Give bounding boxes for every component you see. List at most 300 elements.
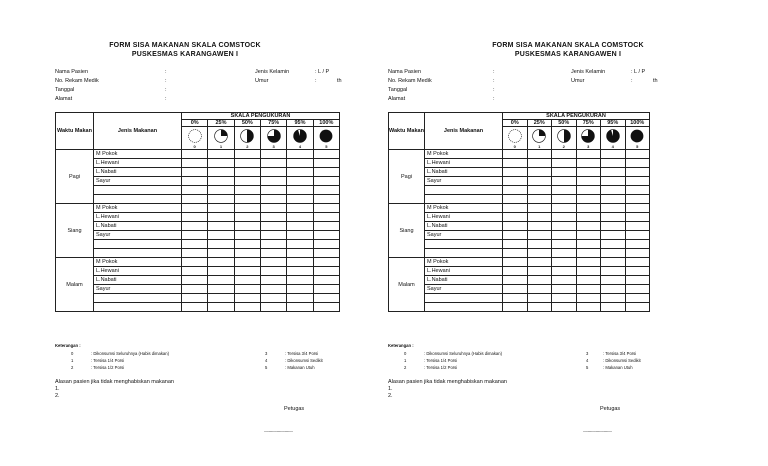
score-cell[interactable]	[287, 213, 313, 222]
tahun-unit: th	[337, 78, 342, 84]
score-cell[interactable]	[208, 267, 234, 276]
food-type-label: Sayur	[425, 285, 503, 294]
score-cell[interactable]	[601, 267, 626, 276]
score-cell[interactable]	[601, 159, 626, 168]
colon: :	[631, 78, 633, 84]
score-cell[interactable]	[527, 303, 552, 312]
scale-score: 2	[246, 143, 249, 149]
keterangan-text: : Tersisa 1/4 Porsi	[91, 358, 125, 363]
score-cell[interactable]	[527, 186, 552, 195]
score-cell[interactable]	[625, 267, 650, 276]
keterangan-number: 0	[404, 351, 407, 356]
score-cell[interactable]	[182, 285, 208, 294]
score-cell[interactable]	[234, 276, 260, 285]
score-cell[interactable]	[576, 267, 601, 276]
score-cell[interactable]	[260, 294, 286, 303]
meal-time-malam: Malam	[389, 258, 425, 312]
score-cell[interactable]	[313, 231, 339, 240]
score-cell[interactable]	[260, 204, 286, 213]
score-cell[interactable]	[260, 303, 286, 312]
score-cell[interactable]	[287, 249, 313, 258]
keterangan-legend	[388, 342, 688, 382]
rekam-medik-label: No. Rekam Medik	[388, 78, 432, 84]
score-cell[interactable]	[313, 303, 339, 312]
score-cell[interactable]	[625, 159, 650, 168]
score-cell[interactable]	[208, 186, 234, 195]
scale-score: 3	[587, 143, 590, 149]
score-cell[interactable]	[576, 303, 601, 312]
score-cell[interactable]	[208, 285, 234, 294]
score-cell[interactable]	[313, 222, 339, 231]
score-cell[interactable]	[287, 303, 313, 312]
percent-header: 75%	[576, 120, 601, 127]
keterangan-text: : Dikonsumsi Seluruhnya (Habis dimakan)	[424, 351, 502, 356]
score-cell[interactable]	[234, 213, 260, 222]
score-cell[interactable]	[552, 195, 577, 204]
score-cell[interactable]	[552, 186, 577, 195]
score-cell[interactable]	[503, 267, 528, 276]
score-cell[interactable]	[182, 240, 208, 249]
score-cell[interactable]	[503, 285, 528, 294]
keterangan-number: 3	[586, 351, 589, 356]
score-cell[interactable]	[601, 240, 626, 249]
score-cell[interactable]	[601, 204, 626, 213]
score-cell[interactable]	[552, 249, 577, 258]
blank-food-cell[interactable]	[94, 240, 182, 249]
score-cell[interactable]	[287, 258, 313, 267]
score-cell[interactable]	[625, 186, 650, 195]
score-cell[interactable]	[182, 213, 208, 222]
score-cell[interactable]	[527, 285, 552, 294]
score-cell[interactable]	[313, 249, 339, 258]
score-cell[interactable]	[208, 240, 234, 249]
pie-4-icon	[605, 128, 621, 144]
pie-5-icon	[318, 128, 334, 144]
score-cell[interactable]	[287, 294, 313, 303]
score-cell[interactable]	[182, 222, 208, 231]
score-cell[interactable]	[260, 285, 286, 294]
score-cell[interactable]	[208, 177, 234, 186]
table-row	[389, 222, 650, 231]
score-cell[interactable]	[182, 195, 208, 204]
score-cell[interactable]	[287, 222, 313, 231]
score-cell[interactable]	[287, 267, 313, 276]
score-cell[interactable]	[260, 159, 286, 168]
colon: :	[165, 87, 167, 93]
score-cell[interactable]	[234, 150, 260, 159]
score-cell[interactable]	[313, 285, 339, 294]
score-cell[interactable]	[625, 177, 650, 186]
score-cell[interactable]	[503, 231, 528, 240]
score-cell[interactable]	[552, 168, 577, 177]
score-cell[interactable]	[601, 186, 626, 195]
table-row	[56, 267, 340, 276]
score-cell[interactable]	[234, 303, 260, 312]
score-cell[interactable]	[625, 168, 650, 177]
table-row	[56, 276, 340, 285]
umur-label: Umur	[255, 78, 269, 84]
score-cell[interactable]	[601, 195, 626, 204]
score-cell[interactable]	[527, 159, 552, 168]
score-cell[interactable]	[208, 303, 234, 312]
score-cell[interactable]	[527, 150, 552, 159]
table-row	[56, 195, 340, 204]
score-cell[interactable]	[208, 294, 234, 303]
score-cell[interactable]	[287, 285, 313, 294]
blank-food-cell[interactable]	[94, 186, 182, 195]
score-cell[interactable]	[552, 258, 577, 267]
score-cell[interactable]	[503, 249, 528, 258]
score-cell[interactable]	[313, 294, 339, 303]
score-cell[interactable]	[260, 240, 286, 249]
score-cell[interactable]	[182, 204, 208, 213]
blank-food-cell[interactable]	[425, 249, 503, 258]
score-cell[interactable]	[234, 249, 260, 258]
score-cell[interactable]	[234, 159, 260, 168]
score-cell[interactable]	[503, 186, 528, 195]
colon: :	[493, 78, 495, 84]
table-row	[56, 249, 340, 258]
alasan-line-1: 1.	[388, 386, 393, 392]
keterangan-number: 4	[265, 358, 268, 363]
score-cell[interactable]	[552, 231, 577, 240]
table-row	[56, 177, 340, 186]
blank-food-cell[interactable]	[425, 195, 503, 204]
score-cell[interactable]	[625, 303, 650, 312]
score-cell[interactable]	[527, 267, 552, 276]
scale-score: 0	[193, 143, 196, 149]
score-cell[interactable]	[625, 213, 650, 222]
score-cell[interactable]	[576, 150, 601, 159]
food-type-label: M Pokok	[425, 150, 503, 159]
score-cell[interactable]	[234, 258, 260, 267]
keterangan-text: : Tersisa 1/2 Porsi	[424, 365, 458, 370]
score-cell[interactable]	[208, 168, 234, 177]
score-cell[interactable]	[313, 186, 339, 195]
patient-info-right	[255, 68, 375, 86]
score-cell[interactable]	[527, 258, 552, 267]
score-cell[interactable]	[601, 231, 626, 240]
score-cell[interactable]	[313, 168, 339, 177]
score-cell[interactable]	[601, 258, 626, 267]
score-cell[interactable]	[313, 240, 339, 249]
keterangan-number: 5	[586, 365, 589, 370]
score-cell[interactable]	[625, 150, 650, 159]
score-cell[interactable]	[625, 258, 650, 267]
score-cell[interactable]	[625, 231, 650, 240]
percent-header: 50%	[552, 120, 577, 127]
keterangan-text: : Tersisa 1/2 Porsi	[91, 365, 125, 370]
alasan-line-2: 2.	[55, 393, 60, 399]
score-cell[interactable]	[260, 249, 286, 258]
score-cell[interactable]	[208, 150, 234, 159]
score-cell[interactable]	[260, 222, 286, 231]
score-cell[interactable]	[527, 294, 552, 303]
score-cell[interactable]	[287, 168, 313, 177]
score-cell[interactable]	[287, 195, 313, 204]
food-type-label: L.Nabati	[94, 168, 182, 177]
score-cell[interactable]	[313, 267, 339, 276]
score-cell[interactable]	[234, 186, 260, 195]
score-cell[interactable]	[625, 240, 650, 249]
score-cell[interactable]	[313, 150, 339, 159]
score-cell[interactable]	[260, 195, 286, 204]
score-cell[interactable]	[601, 222, 626, 231]
score-cell[interactable]	[182, 168, 208, 177]
score-cell[interactable]	[625, 276, 650, 285]
score-cell[interactable]	[313, 204, 339, 213]
score-cell[interactable]	[287, 177, 313, 186]
table-row	[56, 240, 340, 249]
score-cell[interactable]	[234, 195, 260, 204]
score-cell[interactable]	[576, 168, 601, 177]
score-cell[interactable]	[234, 294, 260, 303]
score-cell[interactable]	[234, 168, 260, 177]
score-cell[interactable]	[527, 231, 552, 240]
blank-food-cell[interactable]	[94, 195, 182, 204]
alasan-section	[55, 379, 174, 400]
score-cell[interactable]	[260, 186, 286, 195]
score-cell[interactable]	[576, 285, 601, 294]
score-cell[interactable]	[234, 285, 260, 294]
score-cell[interactable]	[552, 204, 577, 213]
score-cell[interactable]	[208, 231, 234, 240]
score-cell[interactable]	[527, 204, 552, 213]
score-cell[interactable]	[503, 240, 528, 249]
score-cell[interactable]	[260, 231, 286, 240]
score-cell[interactable]	[287, 159, 313, 168]
score-cell[interactable]	[260, 258, 286, 267]
score-cell[interactable]	[552, 303, 577, 312]
score-cell[interactable]	[527, 222, 552, 231]
pie-0-icon	[507, 128, 523, 144]
score-cell[interactable]	[208, 213, 234, 222]
score-cell[interactable]	[576, 222, 601, 231]
score-cell[interactable]	[552, 222, 577, 231]
score-cell[interactable]	[182, 159, 208, 168]
score-cell[interactable]	[208, 222, 234, 231]
signature-line: ................................	[264, 428, 293, 434]
score-cell[interactable]	[260, 267, 286, 276]
score-cell[interactable]	[601, 150, 626, 159]
score-cell[interactable]	[182, 231, 208, 240]
score-cell[interactable]	[182, 177, 208, 186]
score-cell[interactable]	[576, 294, 601, 303]
comstock-table	[55, 112, 340, 312]
score-cell[interactable]	[234, 204, 260, 213]
score-cell[interactable]	[601, 276, 626, 285]
score-cell[interactable]	[601, 213, 626, 222]
score-cell[interactable]	[287, 240, 313, 249]
score-cell[interactable]	[625, 294, 650, 303]
score-cell[interactable]	[503, 195, 528, 204]
keterangan-number: 1	[404, 358, 407, 363]
score-cell[interactable]	[503, 258, 528, 267]
blank-food-cell[interactable]	[425, 240, 503, 249]
score-cell[interactable]	[576, 240, 601, 249]
pie-scale-cell	[287, 127, 313, 150]
score-cell[interactable]	[625, 204, 650, 213]
score-cell[interactable]	[625, 195, 650, 204]
score-cell[interactable]	[552, 267, 577, 276]
keterangan-text: : Makanan Utuh	[285, 365, 315, 370]
food-type-label: Sayur	[425, 231, 503, 240]
score-cell[interactable]	[576, 249, 601, 258]
colon: :	[493, 87, 495, 93]
score-cell[interactable]	[601, 249, 626, 258]
nama-label: Nama Pasien	[55, 69, 89, 75]
score-cell[interactable]	[552, 150, 577, 159]
food-type-label: Sayur	[94, 285, 182, 294]
score-cell[interactable]	[503, 159, 528, 168]
score-cell[interactable]	[208, 276, 234, 285]
score-cell[interactable]	[527, 276, 552, 285]
score-cell[interactable]	[260, 168, 286, 177]
score-cell[interactable]	[552, 240, 577, 249]
score-cell[interactable]	[234, 267, 260, 276]
score-cell[interactable]	[503, 168, 528, 177]
score-cell[interactable]	[182, 303, 208, 312]
score-cell[interactable]	[313, 195, 339, 204]
percent-header: 0%	[503, 120, 528, 127]
score-cell[interactable]	[287, 186, 313, 195]
percent-header: 0%	[182, 120, 208, 127]
score-cell[interactable]	[527, 249, 552, 258]
score-cell[interactable]	[576, 159, 601, 168]
score-cell[interactable]	[601, 285, 626, 294]
pie-3-icon	[266, 128, 282, 144]
score-cell[interactable]	[313, 258, 339, 267]
score-cell[interactable]	[552, 159, 577, 168]
score-cell[interactable]	[208, 258, 234, 267]
score-cell[interactable]	[503, 294, 528, 303]
score-cell[interactable]	[527, 240, 552, 249]
pie-scale-cell	[625, 127, 650, 150]
table-row	[389, 267, 650, 276]
score-cell[interactable]	[208, 195, 234, 204]
score-cell[interactable]	[601, 303, 626, 312]
score-cell[interactable]	[287, 204, 313, 213]
score-cell[interactable]	[313, 276, 339, 285]
score-cell[interactable]	[182, 267, 208, 276]
score-cell[interactable]	[576, 276, 601, 285]
score-cell[interactable]	[260, 276, 286, 285]
score-cell[interactable]	[287, 150, 313, 159]
score-cell[interactable]	[208, 204, 234, 213]
pie-scale-cell	[503, 127, 528, 150]
score-cell[interactable]	[503, 276, 528, 285]
scale-score: 3	[272, 143, 275, 149]
score-cell[interactable]	[182, 276, 208, 285]
score-cell[interactable]	[601, 294, 626, 303]
score-cell[interactable]	[503, 303, 528, 312]
score-cell[interactable]	[313, 159, 339, 168]
blank-food-cell[interactable]	[94, 303, 182, 312]
table-row	[389, 303, 650, 312]
keterangan-number: 1	[71, 358, 74, 363]
score-cell[interactable]	[601, 168, 626, 177]
score-cell[interactable]	[234, 177, 260, 186]
blank-food-cell[interactable]	[425, 186, 503, 195]
pie-scale-cell	[260, 127, 286, 150]
food-type-label: M Pokok	[94, 258, 182, 267]
score-cell[interactable]	[503, 222, 528, 231]
pie-1-icon	[531, 128, 547, 144]
blank-food-cell[interactable]	[425, 294, 503, 303]
score-cell[interactable]	[208, 249, 234, 258]
table-row	[56, 294, 340, 303]
score-cell[interactable]	[182, 249, 208, 258]
score-cell[interactable]	[552, 276, 577, 285]
score-cell[interactable]	[552, 213, 577, 222]
score-cell[interactable]	[503, 213, 528, 222]
blank-food-cell[interactable]	[94, 294, 182, 303]
score-cell[interactable]	[313, 213, 339, 222]
waktu-makan-header: Waktu Makan	[389, 113, 425, 150]
food-type-label: Sayur	[94, 177, 182, 186]
score-cell[interactable]	[234, 222, 260, 231]
score-cell[interactable]	[182, 150, 208, 159]
score-cell[interactable]	[182, 186, 208, 195]
table-row	[56, 258, 340, 267]
pie-scale-cell	[234, 127, 260, 150]
table-row	[56, 150, 340, 159]
score-cell[interactable]	[576, 186, 601, 195]
score-cell[interactable]	[182, 258, 208, 267]
food-type-label: Sayur	[94, 231, 182, 240]
food-type-label: L.Nabati	[425, 168, 503, 177]
score-cell[interactable]	[576, 195, 601, 204]
score-cell[interactable]	[503, 204, 528, 213]
score-cell[interactable]	[601, 177, 626, 186]
score-cell[interactable]	[234, 231, 260, 240]
score-cell[interactable]	[208, 159, 234, 168]
score-cell[interactable]	[552, 177, 577, 186]
score-cell[interactable]	[527, 213, 552, 222]
keterangan-number: 5	[265, 365, 268, 370]
food-type-label: L.Hewani	[425, 267, 503, 276]
score-cell[interactable]	[625, 285, 650, 294]
score-cell[interactable]	[576, 231, 601, 240]
score-cell[interactable]	[552, 294, 577, 303]
food-type-label: M Pokok	[94, 150, 182, 159]
score-cell[interactable]	[625, 249, 650, 258]
score-cell[interactable]	[527, 168, 552, 177]
score-cell[interactable]	[503, 150, 528, 159]
score-cell[interactable]	[625, 222, 650, 231]
blank-food-cell[interactable]	[94, 249, 182, 258]
score-cell[interactable]	[552, 285, 577, 294]
score-cell[interactable]	[527, 195, 552, 204]
score-cell[interactable]	[234, 240, 260, 249]
score-cell[interactable]	[260, 177, 286, 186]
score-cell[interactable]	[260, 150, 286, 159]
score-cell[interactable]	[527, 177, 552, 186]
score-cell[interactable]	[576, 204, 601, 213]
score-cell[interactable]	[287, 231, 313, 240]
patient-info-left	[55, 68, 185, 104]
blank-food-cell[interactable]	[425, 303, 503, 312]
score-cell[interactable]	[182, 294, 208, 303]
score-cell[interactable]	[313, 177, 339, 186]
score-cell[interactable]	[287, 276, 313, 285]
score-cell[interactable]	[260, 213, 286, 222]
score-cell[interactable]	[576, 213, 601, 222]
score-cell[interactable]	[576, 258, 601, 267]
nama-label: Nama Pasien	[388, 69, 422, 75]
score-cell[interactable]	[576, 177, 601, 186]
score-cell[interactable]	[503, 177, 528, 186]
